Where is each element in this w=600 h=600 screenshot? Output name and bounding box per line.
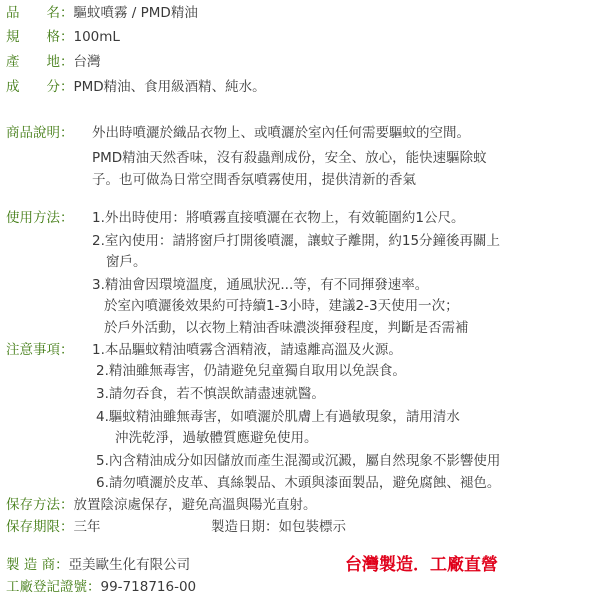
usage-label: 使用方法： xyxy=(6,210,74,226)
cautions-label: 注意事項： xyxy=(6,342,74,358)
maker-value: 亞美歐生化有限公司 xyxy=(68,557,191,573)
caution-line: 6.請勿噴灑於皮革、真絲製品、木頭與漆面製品，避免腐蝕、褪色。 xyxy=(96,475,501,491)
spec-name xyxy=(6,4,198,22)
description-line: PMD精油天然香味，沒有殺蟲劑成份，安全、放心，能快速驅除蚊 xyxy=(92,150,487,166)
description-label: 商品說明： xyxy=(6,125,74,141)
usage-line: 1.外出時使用：將噴霧直接噴灑在衣物上，有效範圍約1公尺。 xyxy=(92,210,465,226)
spec-value: 驅蚊噴霧 / PMD精油 xyxy=(73,5,198,21)
manufacture-date-value: 如包裝標示 xyxy=(278,519,346,535)
caution-line: 3.請勿吞食，若不慎誤飲請盡速就醫。 xyxy=(96,386,325,402)
maker-row xyxy=(6,556,190,574)
caution-line: 4.驅蚊精油雖無毒害，如噴灑於肌膚上有過敏現象，請用清水 xyxy=(96,409,460,425)
caution-line: 沖洗乾淨，過敏體質應避免使用。 xyxy=(115,430,318,446)
spec-value: PMD精油、食用級酒精、純水。 xyxy=(73,79,266,95)
usage-line: 於室內噴灑後效果約可持續1-3小時，建議2-3天使用一次； xyxy=(104,298,459,314)
maker-label: 製 造 商： xyxy=(6,557,69,573)
manufacture-date-label: 製造日期： xyxy=(211,519,279,535)
usage-line: 2.室內使用：請將窗戶打開後噴灑，讓蚊子離開，約15分鐘後再關上 xyxy=(92,233,501,249)
spec-label: 產 地： xyxy=(6,54,74,70)
storage-row xyxy=(6,496,317,514)
caution-line: 2.精油雖無毒害，仍請避免兒童獨自取用以免誤食。 xyxy=(96,363,406,379)
caution-line: 1.本品驅蚊精油噴霧含酒精液，請遠離高溫及火源。 xyxy=(92,342,402,358)
spec-value: 台灣 xyxy=(73,54,101,70)
caution-line: 5.內含精油成分如因儲放而產生混濁或沉澱，屬自然現象不影響使用 xyxy=(96,453,501,469)
registration-value: 99-718716-00 xyxy=(100,579,197,595)
shelf-row xyxy=(6,518,101,536)
description-line: 子。也可做為日常空間香氛噴霧使用，提供清新的香氣 xyxy=(92,172,416,188)
shelf-label: 保存期限： xyxy=(6,519,74,535)
spec-label: 規 格： xyxy=(6,29,74,45)
registration-label: 工廠登記證號： xyxy=(6,579,101,595)
description-line: 外出時噴灑於織品衣物上、或噴灑於室內任何需要驅蚊的空間。 xyxy=(92,125,470,141)
spec-value: 100mL xyxy=(73,29,120,45)
spec-label: 品 名： xyxy=(6,5,74,21)
spec-size xyxy=(6,28,120,46)
registration-row xyxy=(6,578,196,596)
storage-label: 保存方法： xyxy=(6,497,74,513)
spec-label: 成 分： xyxy=(6,79,74,95)
usage-line: 3.精油會因環境溫度，通風狀況...等，有不同揮發速率。 xyxy=(92,277,429,293)
usage-line: 於戶外活動，以衣物上精油香味濃淡揮發程度，判斷是否需補 xyxy=(104,320,469,336)
made-in-taiwan-slogan: 台灣製造．工廠直營 xyxy=(345,555,498,575)
spec-ingredients xyxy=(6,78,266,96)
shelf-value: 三年 xyxy=(73,519,101,535)
spec-origin xyxy=(6,53,101,71)
manufacture-date xyxy=(211,518,346,536)
usage-line: 窗戶。 xyxy=(106,254,147,270)
storage-value: 放置陰涼處保存，避免高溫與陽光直射。 xyxy=(73,497,317,513)
